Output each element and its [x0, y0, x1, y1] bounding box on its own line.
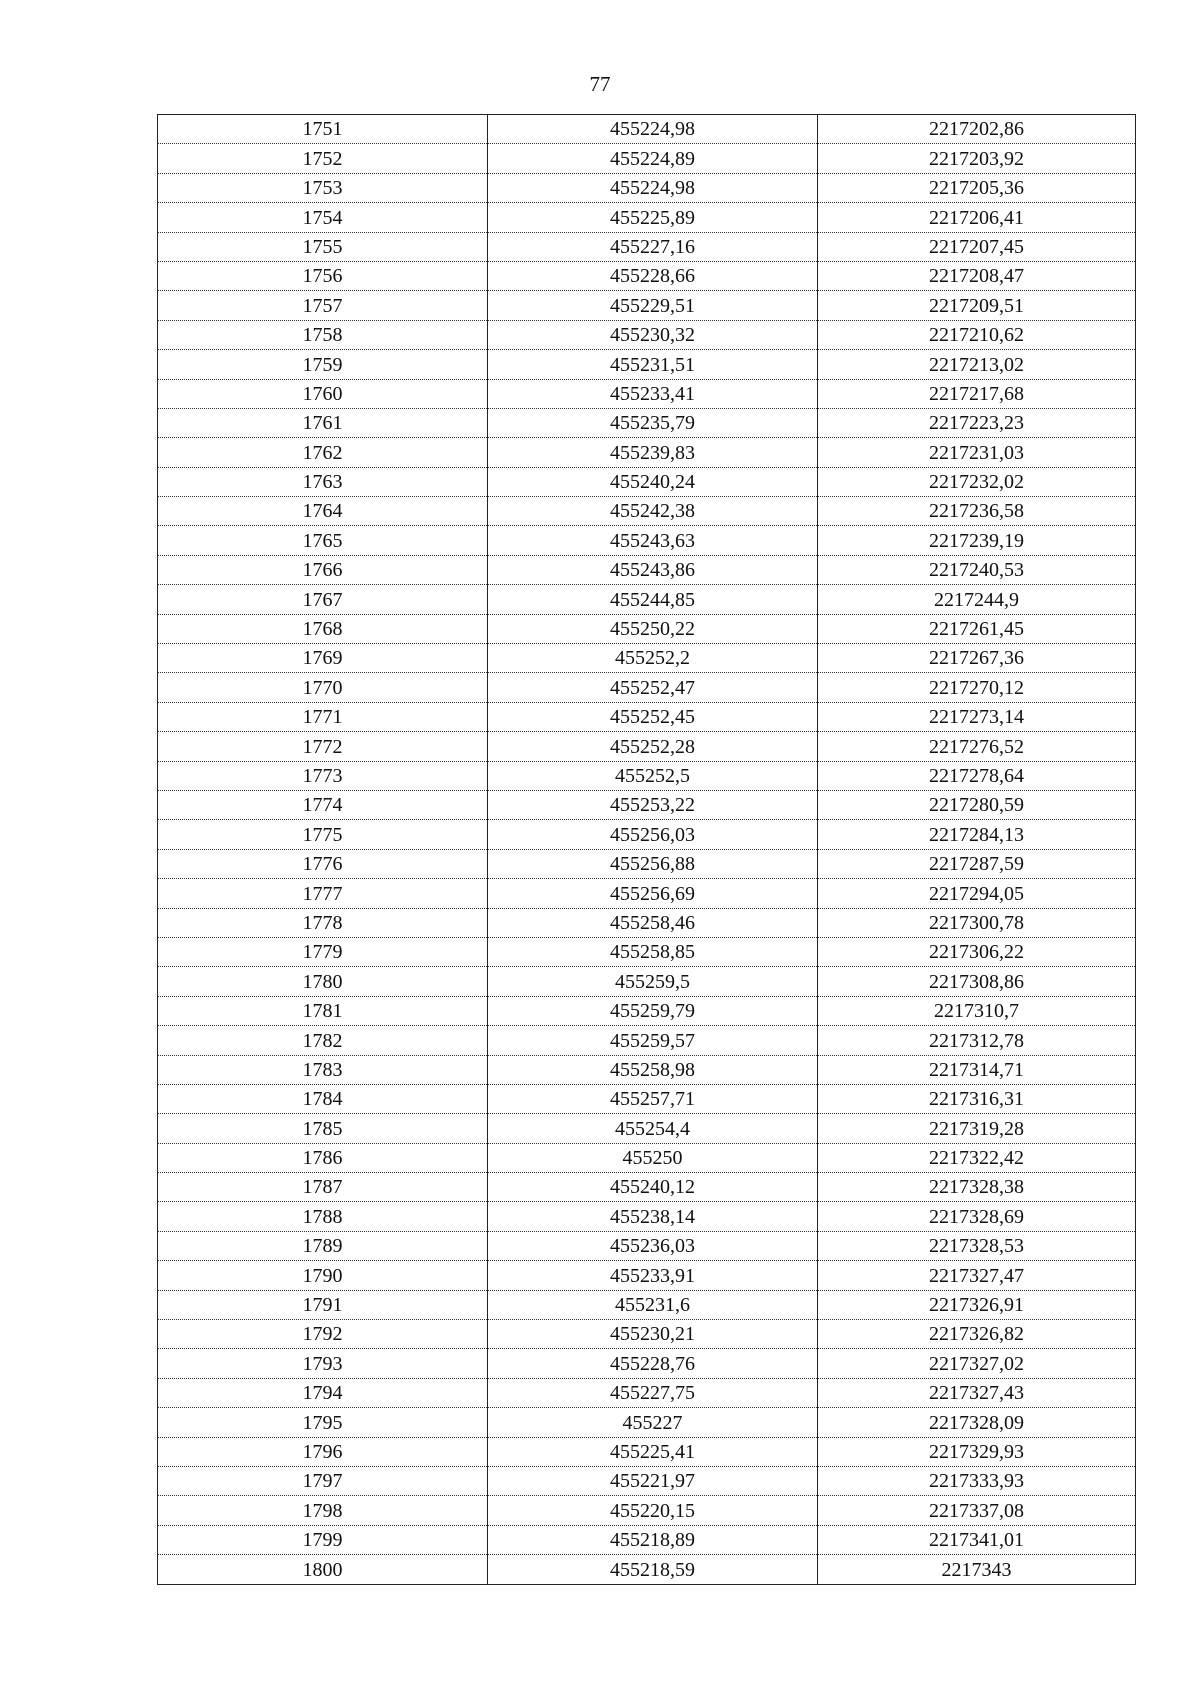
table-row [158, 937, 1136, 966]
coordinates-table [157, 114, 1136, 1585]
table-row [158, 1320, 1136, 1349]
table-row [158, 261, 1136, 290]
y-coordinate-cell: 2217341,01 [818, 1525, 1136, 1554]
x-coordinate-cell: 455233,91 [488, 1261, 818, 1290]
table-row [158, 732, 1136, 761]
x-coordinate-cell: 455250,22 [488, 614, 818, 643]
x-coordinate-cell: 455240,12 [488, 1173, 818, 1202]
x-coordinate-cell: 455228,76 [488, 1349, 818, 1378]
table-row [158, 1026, 1136, 1055]
point-number-cell: 1783 [158, 1055, 488, 1084]
table-row [158, 1496, 1136, 1525]
y-coordinate-cell: 2217312,78 [818, 1026, 1136, 1055]
x-coordinate-cell: 455236,03 [488, 1231, 818, 1260]
y-coordinate-cell: 2217337,08 [818, 1496, 1136, 1525]
table-row [158, 1084, 1136, 1113]
point-number-cell: 1766 [158, 555, 488, 584]
point-number-cell: 1787 [158, 1173, 488, 1202]
point-number-cell: 1774 [158, 790, 488, 819]
point-number-cell: 1797 [158, 1466, 488, 1495]
point-number-cell: 1762 [158, 438, 488, 467]
point-number-cell: 1799 [158, 1525, 488, 1554]
point-number-cell: 1795 [158, 1408, 488, 1437]
y-coordinate-cell: 2217210,62 [818, 320, 1136, 349]
point-number-cell: 1764 [158, 497, 488, 526]
point-number-cell: 1754 [158, 203, 488, 232]
table-row [158, 761, 1136, 790]
y-coordinate-cell: 2217310,7 [818, 996, 1136, 1025]
table-row [158, 320, 1136, 349]
y-coordinate-cell: 2217343 [818, 1555, 1136, 1584]
y-coordinate-cell: 2217205,36 [818, 173, 1136, 202]
x-coordinate-cell: 455231,6 [488, 1290, 818, 1319]
table-row [158, 1143, 1136, 1172]
point-number-cell: 1777 [158, 879, 488, 908]
x-coordinate-cell: 455224,89 [488, 144, 818, 173]
point-number-cell: 1775 [158, 820, 488, 849]
point-number-cell: 1788 [158, 1202, 488, 1231]
y-coordinate-cell: 2217328,38 [818, 1173, 1136, 1202]
point-number-cell: 1784 [158, 1084, 488, 1113]
table-row [158, 438, 1136, 467]
y-coordinate-cell: 2217231,03 [818, 438, 1136, 467]
point-number-cell: 1771 [158, 702, 488, 731]
table-row [158, 1055, 1136, 1084]
y-coordinate-cell: 2217239,19 [818, 526, 1136, 555]
table-row [158, 585, 1136, 614]
y-coordinate-cell: 2217206,41 [818, 203, 1136, 232]
x-coordinate-cell: 455227 [488, 1408, 818, 1437]
table-row [158, 1378, 1136, 1407]
point-number-cell: 1785 [158, 1114, 488, 1143]
x-coordinate-cell: 455243,63 [488, 526, 818, 555]
point-number-cell: 1759 [158, 350, 488, 379]
x-coordinate-cell: 455254,4 [488, 1114, 818, 1143]
point-number-cell: 1798 [158, 1496, 488, 1525]
table-row [158, 144, 1136, 173]
table-row [158, 1202, 1136, 1231]
table-row [158, 820, 1136, 849]
y-coordinate-cell: 2217326,91 [818, 1290, 1136, 1319]
x-coordinate-cell: 455243,86 [488, 555, 818, 584]
table-row [158, 350, 1136, 379]
x-coordinate-cell: 455256,88 [488, 849, 818, 878]
table-row [158, 967, 1136, 996]
table-row [158, 1290, 1136, 1319]
table-row [158, 115, 1136, 144]
x-coordinate-cell: 455259,79 [488, 996, 818, 1025]
point-number-cell: 1755 [158, 232, 488, 261]
y-coordinate-cell: 2217273,14 [818, 702, 1136, 731]
x-coordinate-cell: 455253,22 [488, 790, 818, 819]
table-row [158, 1437, 1136, 1466]
x-coordinate-cell: 455224,98 [488, 115, 818, 144]
table-row [158, 790, 1136, 819]
y-coordinate-cell: 2217294,05 [818, 879, 1136, 908]
table-row [158, 1231, 1136, 1260]
table-row [158, 1525, 1136, 1554]
x-coordinate-cell: 455252,45 [488, 702, 818, 731]
table-row [158, 526, 1136, 555]
x-coordinate-cell: 455233,41 [488, 379, 818, 408]
y-coordinate-cell: 2217327,02 [818, 1349, 1136, 1378]
y-coordinate-cell: 2217232,02 [818, 467, 1136, 496]
y-coordinate-cell: 2217328,69 [818, 1202, 1136, 1231]
point-number-cell: 1772 [158, 732, 488, 761]
x-coordinate-cell: 455240,24 [488, 467, 818, 496]
point-number-cell: 1758 [158, 320, 488, 349]
table-row [158, 408, 1136, 437]
y-coordinate-cell: 2217223,23 [818, 408, 1136, 437]
x-coordinate-cell: 455252,28 [488, 732, 818, 761]
point-number-cell: 1781 [158, 996, 488, 1025]
table-row [158, 849, 1136, 878]
y-coordinate-cell: 2217333,93 [818, 1466, 1136, 1495]
y-coordinate-cell: 2217270,12 [818, 673, 1136, 702]
point-number-cell: 1769 [158, 644, 488, 673]
table-row [158, 173, 1136, 202]
x-coordinate-cell: 455238,14 [488, 1202, 818, 1231]
x-coordinate-cell: 455239,83 [488, 438, 818, 467]
y-coordinate-cell: 2217327,43 [818, 1378, 1136, 1407]
y-coordinate-cell: 2217267,36 [818, 644, 1136, 673]
table-row [158, 614, 1136, 643]
x-coordinate-cell: 455256,69 [488, 879, 818, 908]
x-coordinate-cell: 455258,98 [488, 1055, 818, 1084]
x-coordinate-cell: 455256,03 [488, 820, 818, 849]
x-coordinate-cell: 455229,51 [488, 291, 818, 320]
table-row [158, 673, 1136, 702]
x-coordinate-cell: 455242,38 [488, 497, 818, 526]
table-row [158, 996, 1136, 1025]
point-number-cell: 1793 [158, 1349, 488, 1378]
table-row [158, 232, 1136, 261]
y-coordinate-cell: 2217207,45 [818, 232, 1136, 261]
y-coordinate-cell: 2217308,86 [818, 967, 1136, 996]
y-coordinate-cell: 2217300,78 [818, 908, 1136, 937]
x-coordinate-cell: 455235,79 [488, 408, 818, 437]
y-coordinate-cell: 2217278,64 [818, 761, 1136, 790]
x-coordinate-cell: 455218,89 [488, 1525, 818, 1554]
point-number-cell: 1780 [158, 967, 488, 996]
point-number-cell: 1794 [158, 1378, 488, 1407]
y-coordinate-cell: 2217276,52 [818, 732, 1136, 761]
point-number-cell: 1763 [158, 467, 488, 496]
point-number-cell: 1756 [158, 261, 488, 290]
point-number-cell: 1782 [158, 1026, 488, 1055]
y-coordinate-cell: 2217329,93 [818, 1437, 1136, 1466]
x-coordinate-cell: 455225,89 [488, 203, 818, 232]
point-number-cell: 1757 [158, 291, 488, 320]
table-row [158, 467, 1136, 496]
point-number-cell: 1789 [158, 1231, 488, 1260]
x-coordinate-cell: 455250 [488, 1143, 818, 1172]
x-coordinate-cell: 455258,46 [488, 908, 818, 937]
y-coordinate-cell: 2217240,53 [818, 555, 1136, 584]
x-coordinate-cell: 455259,5 [488, 967, 818, 996]
y-coordinate-cell: 2217328,09 [818, 1408, 1136, 1437]
table-row [158, 702, 1136, 731]
table-row [158, 644, 1136, 673]
y-coordinate-cell: 2217244,9 [818, 585, 1136, 614]
point-number-cell: 1790 [158, 1261, 488, 1290]
table-row [158, 1349, 1136, 1378]
y-coordinate-cell: 2217316,31 [818, 1084, 1136, 1113]
x-coordinate-cell: 455227,75 [488, 1378, 818, 1407]
x-coordinate-cell: 455252,47 [488, 673, 818, 702]
x-coordinate-cell: 455258,85 [488, 937, 818, 966]
y-coordinate-cell: 2217306,22 [818, 937, 1136, 966]
x-coordinate-cell: 455259,57 [488, 1026, 818, 1055]
point-number-cell: 1796 [158, 1437, 488, 1466]
x-coordinate-cell: 455252,2 [488, 644, 818, 673]
y-coordinate-cell: 2217287,59 [818, 849, 1136, 878]
x-coordinate-cell: 455244,85 [488, 585, 818, 614]
page-number: 77 [589, 72, 611, 96]
x-coordinate-cell: 455230,32 [488, 320, 818, 349]
table-row [158, 497, 1136, 526]
y-coordinate-cell: 2217203,92 [818, 144, 1136, 173]
y-coordinate-cell: 2217327,47 [818, 1261, 1136, 1290]
point-number-cell: 1792 [158, 1320, 488, 1349]
point-number-cell: 1770 [158, 673, 488, 702]
point-number-cell: 1760 [158, 379, 488, 408]
x-coordinate-cell: 455227,16 [488, 232, 818, 261]
point-number-cell: 1752 [158, 144, 488, 173]
table-row [158, 379, 1136, 408]
table-row [158, 1173, 1136, 1202]
point-number-cell: 1765 [158, 526, 488, 555]
y-coordinate-cell: 2217213,02 [818, 350, 1136, 379]
point-number-cell: 1800 [158, 1555, 488, 1584]
table-row [158, 1114, 1136, 1143]
x-coordinate-cell: 455257,71 [488, 1084, 818, 1113]
coordinates-table-body [158, 115, 1136, 1585]
x-coordinate-cell: 455221,97 [488, 1466, 818, 1495]
y-coordinate-cell: 2217209,51 [818, 291, 1136, 320]
point-number-cell: 1778 [158, 908, 488, 937]
table-row [158, 1261, 1136, 1290]
point-number-cell: 1773 [158, 761, 488, 790]
y-coordinate-cell: 2217261,45 [818, 614, 1136, 643]
y-coordinate-cell: 2217319,28 [818, 1114, 1136, 1143]
point-number-cell: 1779 [158, 937, 488, 966]
table-row [158, 908, 1136, 937]
table-row [158, 1466, 1136, 1495]
y-coordinate-cell: 2217280,59 [818, 790, 1136, 819]
point-number-cell: 1776 [158, 849, 488, 878]
y-coordinate-cell: 2217284,13 [818, 820, 1136, 849]
table-row [158, 879, 1136, 908]
point-number-cell: 1767 [158, 585, 488, 614]
point-number-cell: 1786 [158, 1143, 488, 1172]
x-coordinate-cell: 455225,41 [488, 1437, 818, 1466]
x-coordinate-cell: 455252,5 [488, 761, 818, 790]
x-coordinate-cell: 455224,98 [488, 173, 818, 202]
x-coordinate-cell: 455218,59 [488, 1555, 818, 1584]
table-row [158, 555, 1136, 584]
point-number-cell: 1768 [158, 614, 488, 643]
point-number-cell: 1751 [158, 115, 488, 144]
point-number-cell: 1753 [158, 173, 488, 202]
point-number-cell: 1791 [158, 1290, 488, 1319]
y-coordinate-cell: 2217314,71 [818, 1055, 1136, 1084]
x-coordinate-cell: 455230,21 [488, 1320, 818, 1349]
y-coordinate-cell: 2217217,68 [818, 379, 1136, 408]
table-row [158, 291, 1136, 320]
table-row [158, 1555, 1136, 1584]
y-coordinate-cell: 2217322,42 [818, 1143, 1136, 1172]
y-coordinate-cell: 2217208,47 [818, 261, 1136, 290]
y-coordinate-cell: 2217328,53 [818, 1231, 1136, 1260]
x-coordinate-cell: 455228,66 [488, 261, 818, 290]
table-row [158, 203, 1136, 232]
x-coordinate-cell: 455220,15 [488, 1496, 818, 1525]
table-row [158, 1408, 1136, 1437]
y-coordinate-cell: 2217236,58 [818, 497, 1136, 526]
y-coordinate-cell: 2217202,86 [818, 115, 1136, 144]
point-number-cell: 1761 [158, 408, 488, 437]
y-coordinate-cell: 2217326,82 [818, 1320, 1136, 1349]
x-coordinate-cell: 455231,51 [488, 350, 818, 379]
